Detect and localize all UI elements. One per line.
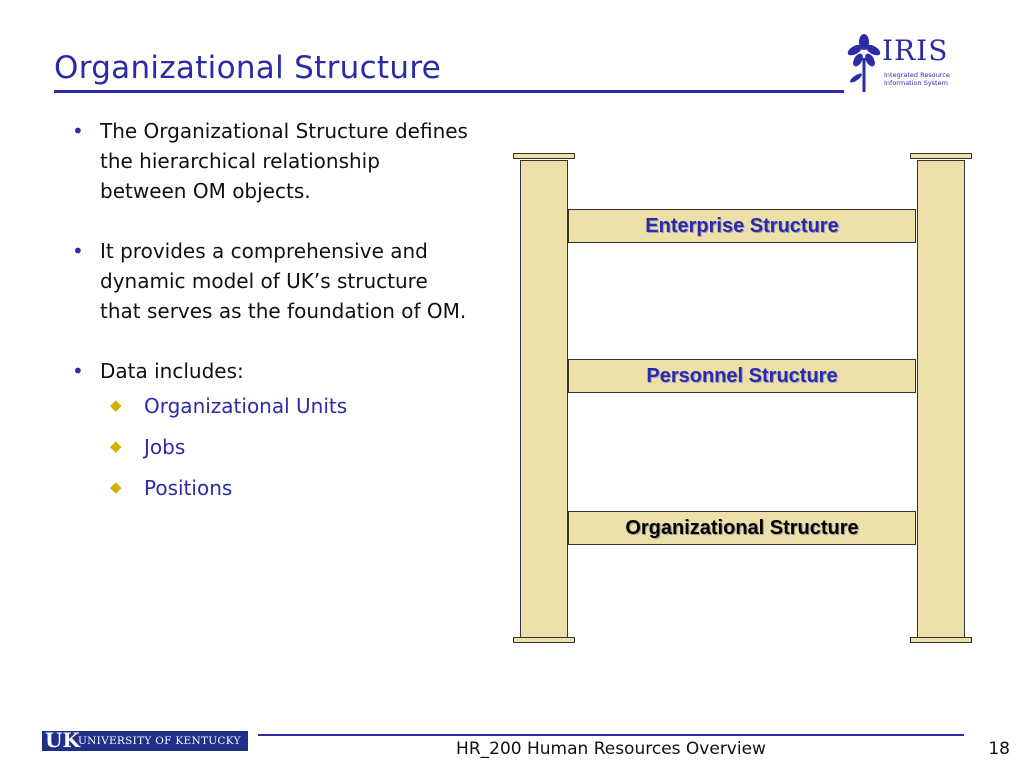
slide-title: Organizational Structure xyxy=(54,50,442,86)
bullet-list xyxy=(72,116,472,509)
diamond-icon: ◆ xyxy=(110,437,122,455)
sub-item-text: Jobs xyxy=(144,435,186,459)
bullet-text: Data includes: xyxy=(100,359,244,383)
footer-rule xyxy=(258,734,964,736)
sub-item-text: Organizational Units xyxy=(144,394,348,418)
left-pillar xyxy=(520,160,568,638)
uk-logo-name: UNIVERSITY OF KENTUCKY xyxy=(78,735,241,747)
bullet-item xyxy=(72,356,472,386)
bullet-dot: • xyxy=(72,359,84,383)
diamond-icon: ◆ xyxy=(110,396,122,414)
sub-item-text: Positions xyxy=(144,476,233,500)
sub-item xyxy=(100,468,472,509)
sub-item xyxy=(100,386,472,427)
bullet-item xyxy=(72,236,472,326)
diamond-icon: ◆ xyxy=(110,478,122,496)
right-pillar-top-cap xyxy=(910,153,972,159)
enterprise-structure-band: Enterprise Structure xyxy=(568,209,916,243)
flower-icon xyxy=(846,34,882,94)
personnel-structure-band: Personnel Structure xyxy=(568,359,916,393)
logo-subtitle-1: Integrated Resource xyxy=(884,71,950,79)
organizational-structure-band: Organizational Structure xyxy=(568,511,916,545)
structure-diagram xyxy=(510,150,976,650)
bullet-item xyxy=(72,116,472,206)
uk-logo xyxy=(42,728,248,752)
footer-course-title: HR_200 Human Resources Overview xyxy=(456,739,766,759)
right-pillar xyxy=(917,160,965,638)
uk-logo-letters: UK xyxy=(45,728,80,752)
bullet-dot: • xyxy=(72,239,84,263)
page-number: 18 xyxy=(988,739,1010,759)
bullet-text: The Organizational Structure defines the hierarchical relationship between OM objects. xyxy=(100,119,468,203)
right-pillar-bottom-cap xyxy=(910,637,972,643)
bullet-dot: • xyxy=(72,119,84,143)
left-pillar-top-cap xyxy=(513,153,575,159)
left-pillar-bottom-cap xyxy=(513,637,575,643)
sub-item xyxy=(100,427,472,468)
iris-logo xyxy=(846,34,956,94)
bullet-text: It provides a comprehensive and dynamic model of UK’s structure that serves as the foundation of OM. xyxy=(100,239,467,323)
logo-subtitle-2: Information System xyxy=(884,79,948,87)
title-underline xyxy=(54,90,844,93)
logo-wordmark: IRIS xyxy=(882,34,949,67)
